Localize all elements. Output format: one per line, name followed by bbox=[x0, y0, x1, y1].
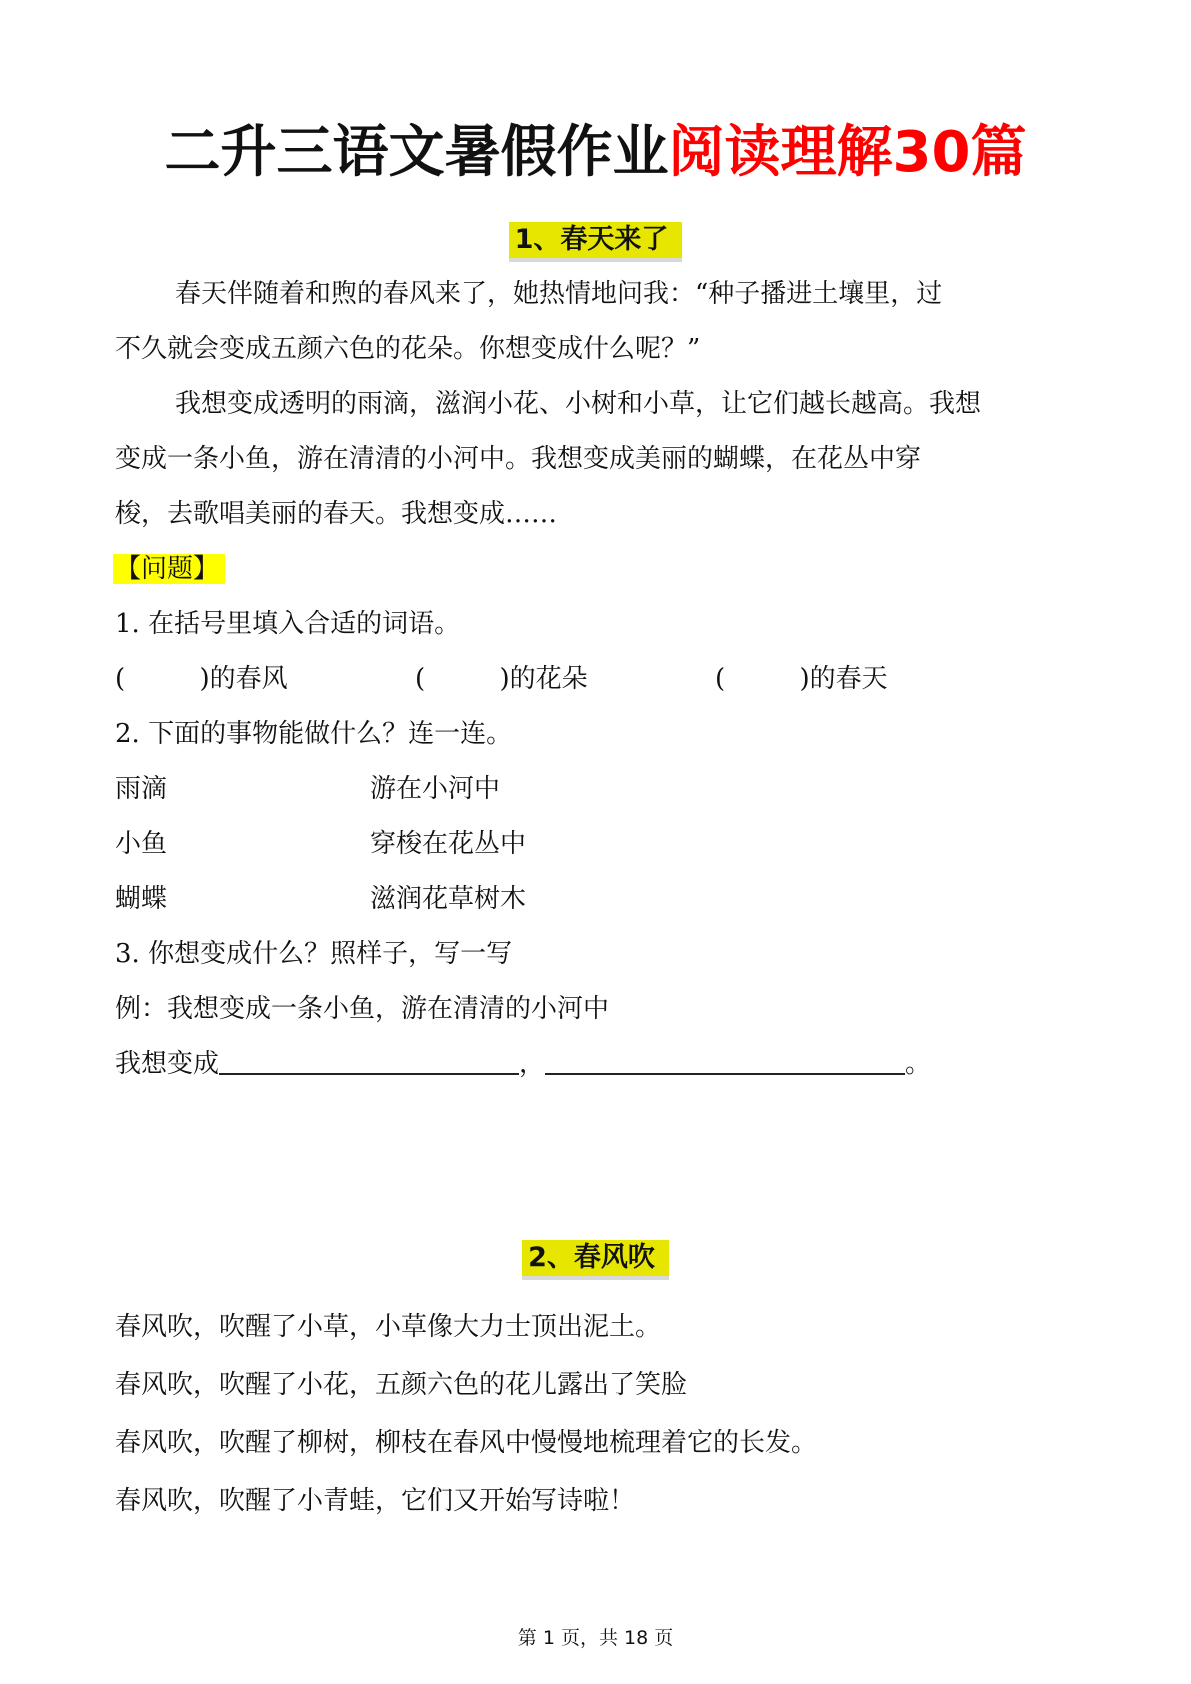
blank-spring[interactable]: ( )的春天 bbox=[715, 664, 888, 694]
match-left[interactable]: 蝴蝶 bbox=[115, 884, 168, 914]
match-row bbox=[115, 827, 815, 861]
passage-line: 梭，去歌唱美丽的春天。我想变成…… bbox=[115, 499, 558, 529]
page-title bbox=[0, 118, 1191, 188]
section-heading-2: 2、春风吹 bbox=[0, 1240, 1191, 1276]
blank-spring-breeze[interactable]: ( )的春风 bbox=[115, 664, 288, 694]
match-right[interactable]: 穿梭在花丛中 bbox=[370, 829, 527, 859]
match-right[interactable]: 滋润花草树木 bbox=[370, 884, 527, 914]
section-heading-1: 1、春天来了 bbox=[0, 222, 1191, 258]
match-left[interactable]: 雨滴 bbox=[115, 774, 168, 804]
title-red: 阅读理解30篇 bbox=[668, 120, 1027, 185]
question-1-prompt: 1. 在括号里填入合适的词语。 bbox=[115, 609, 461, 639]
page-footer: 第 1 页，共 18 页 bbox=[517, 1627, 674, 1649]
passage-line: 春风吹，吹醒了柳树，柳枝在春风中慢慢地梳理着它的长发。 bbox=[115, 1428, 818, 1458]
question-3-example: 例：我想变成一条小鱼，游在清清的小河中 bbox=[115, 994, 610, 1024]
passage-line: 春天伴随着和煦的春风来了，她热情地问我：“种子播进土壤里，过 bbox=[175, 279, 943, 309]
title-black: 二升三语文暑假作业 bbox=[164, 120, 669, 185]
question-3-answer: 我想变成 ， 。 bbox=[115, 1049, 932, 1079]
match-row bbox=[115, 772, 815, 806]
match-left[interactable]: 小鱼 bbox=[115, 829, 168, 859]
passage-line: 变成一条小鱼，游在清清的小河中。我想变成美丽的蝴蝶，在花丛中穿 bbox=[115, 444, 922, 474]
passage-line: 春风吹，吹醒了小花，五颜六色的花儿露出了笑脸 bbox=[115, 1370, 688, 1400]
answer-blank-2[interactable] bbox=[545, 1055, 905, 1075]
questions-label: 【问题】 bbox=[113, 552, 225, 586]
passage-line: 春风吹，吹醒了小草，小草像大力士顶出泥土。 bbox=[115, 1312, 662, 1342]
match-right[interactable]: 游在小河中 bbox=[370, 774, 501, 804]
passage-line: 不久就会变成五颜六色的花朵。你想变成什么呢？” bbox=[115, 334, 701, 364]
passage-line: 春风吹，吹醒了小青蛙，它们又开始写诗啦！ bbox=[115, 1486, 636, 1516]
question-3-prompt: 3. 你想变成什么？照样子，写一写 bbox=[115, 939, 513, 969]
blank-flowers[interactable]: ( )的花朵 bbox=[415, 664, 588, 694]
answer-blank-1[interactable] bbox=[219, 1055, 519, 1075]
match-row bbox=[115, 882, 815, 916]
passage-line: 我想变成透明的雨滴，滋润小花、小树和小草，让它们越长越高。我想 bbox=[175, 389, 982, 419]
question-2-prompt: 2. 下面的事物能做什么？连一连。 bbox=[115, 719, 513, 749]
